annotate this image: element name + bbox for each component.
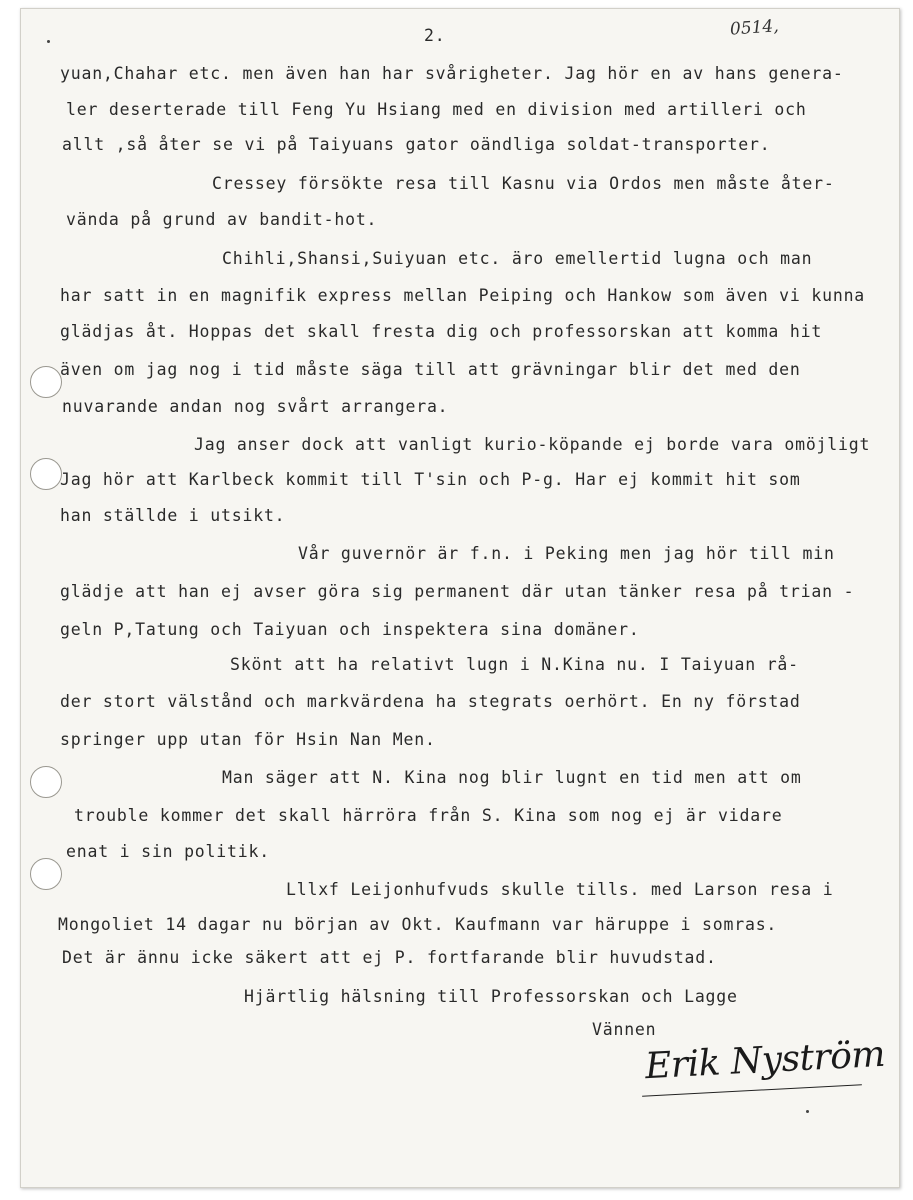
text-line: Vår guvernör är f.n. i Peking men jag hör till min [298,544,835,563]
text-line: Jag hör att Karlbeck kommit till T'sin och P-g. Har ej kommit hit som [60,470,801,489]
text-line: Skönt att ha relativt lugn i N.Kina nu. I Taiyuan rå- [230,655,799,674]
text-line: geln P,Tatung och Taiyuan och inspektera sina domäner. [60,620,640,639]
text-line: yuan,Chahar etc. men även han har svårigheter. Jag hör en av hans genera- [60,64,844,83]
text-line: nuvarande andan nog svårt arrangera. [62,397,449,416]
ink-speck [806,1110,809,1113]
text-line: Man säger att N. Kina nog blir lugnt en tid men att om [222,768,802,787]
archive-number: 0514, [729,16,780,40]
text-line: vända på grund av bandit-hot. [66,210,378,229]
page-number: 2. [424,26,446,45]
punch-hole [30,458,62,490]
text-line: springer upp utan för Hsin Nan Men. [60,730,436,749]
text-line: ler deserterade till Feng Yu Hsiang med en division med artilleri och [66,100,807,119]
punch-hole [30,766,62,798]
text-line: Lllxf Leijonhufvuds skulle tills. med Larson resa i [286,880,834,899]
text-line: Chihli,Shansi,Suiyuan etc. äro emellertid lugna och man [222,249,813,268]
closing-greeting: Hjärtlig hälsning till Professorskan och Lagge [244,987,738,1006]
punch-hole [30,858,62,890]
text-line: glädjas åt. Hoppas det skall fresta dig och professorskan att komma hit [60,322,823,341]
text-line: Cressey försökte resa till Kasnu via Ordos men måste åter- [212,174,835,193]
text-line: trouble kommer det skall härröra från S. Kina som nog ej är vidare [74,806,783,825]
text-line: enat i sin politik. [66,842,270,861]
text-line: allt ,så åter se vi på Taiyuans gator oändliga soldat-transporter. [62,135,771,154]
text-line: glädje att han ej avser göra sig permanent där utan tänker resa på trian - [60,582,855,601]
text-line: har satt in en magnifik express mellan Peiping och Hankow som även vi kunna [60,286,866,305]
text-line: Det är ännu icke säkert att ej P. fortfarande blir huvudstad. [62,948,717,967]
text-line: Mongoliet 14 dagar nu början av Okt. Kaufmann var häruppe i somras. [58,915,778,934]
punch-hole [30,366,62,398]
text-line: han ställde i utsikt. [60,506,286,525]
text-line: även om jag nog i tid måste säga till att grävningar blir det med den [60,360,801,379]
ink-speck [47,40,50,43]
closing-valediction: Vännen [592,1020,657,1039]
text-line: der stort välstånd och markvärdena ha stegrats oerhört. En ny förstad [60,692,801,711]
text-line: Jag anser dock att vanligt kurio-köpande ej borde vara omöjligt [194,435,871,454]
signature: Erik Nyström [644,1033,886,1088]
